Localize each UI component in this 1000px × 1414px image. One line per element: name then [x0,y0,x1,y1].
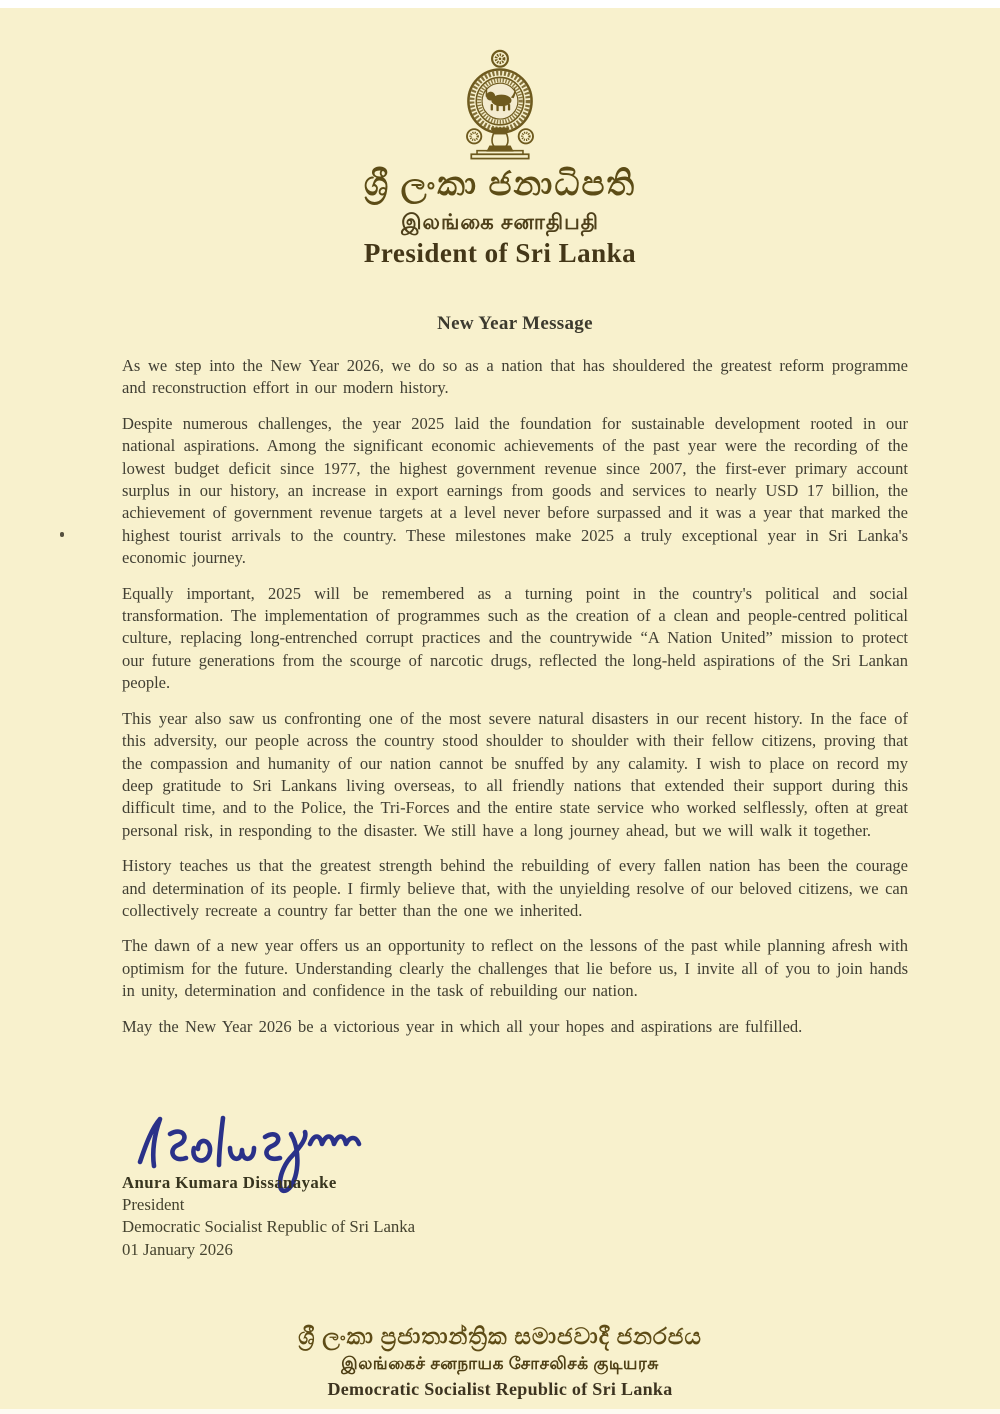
footer-line-tamil: இலங்கைச் சனநாயக சோசலிசக் குடியரசு [341,1354,659,1373]
signatory-name: Anura Kumara Dissanayake [122,1173,337,1192]
signature-block [122,1172,642,1261]
paragraph-5: History teaches us that the greatest strength behind the rebuilding of every fallen nation has been the courage and determination of its people. I firmly believe that, with the unyielding resolve of our beloved citizens, we can collectively recreate a country far better than the one we inherited. [122,856,908,920]
letterhead-title-english: President of Sri Lanka [363,238,637,268]
letter-body [122,355,908,1051]
footer [0,1324,1000,1400]
sri-lanka-emblem-icon [446,48,554,160]
signatory-organisation: Democratic Socialist Republic of Sri Lanka [122,1217,416,1237]
message-heading: New Year Message [437,313,593,334]
paragraph-6: The dawn of a new year offers us an opportunity to reflect on the lessons of the past while planning afresh with optimism for the future. Understanding clearly the challenges that lie before us, I invite all of you to join hands in unity, determination and confidence in the task of rebuilding our nation. [122,936,908,1001]
paragraph-1: As we step into the New Year 2026, we do so as a nation that has shouldered the greatest reform programme and reconstruction effort in our modern history. [122,356,908,398]
scan-speck [60,532,64,537]
signatory-title: President [122,1195,185,1215]
scan-edge-top [0,0,1000,8]
paragraph-4: This year also saw us confronting one of the most severe natural disasters in our recent history. In the face of this adversity, our people across the country stood shoulder to shoulder with their fellow citizens, proving that the compassion and humanity of our nation cannot be snuffed by any calamity. I wish to place on record my deep gratitude to Sri Lankans living overseas, to all friendly nations that extended their support during this difficult time, and to the Police, the Tri-Forces and the entire state service who worked selflessly, often at great personal risk, in responding to the disaster. We still have a long journey ahead, but we will walk it together. [122,708,908,840]
scan-edge-bottom [0,1409,1000,1414]
paragraph-7: May the New Year 2026 be a victorious year in which all your hopes and aspirations are fulfilled. [122,1016,803,1036]
footer-line-sinhala: ශ්‍රී ලංකා ප්‍රජාතාන්ත්‍රික සමාජවාදී ජනරජය [298,1324,702,1349]
paragraph-2: Despite numerous challenges, the year 2025 laid the foundation for sustainable development rooted in our national aspirations. Among the significant economic achievements of the past year were the recording of the lowest budget deficit since 1977, the highest government revenue since 2007, the first-ever primary account surplus in our history, an increase in export earnings from goods and services to nearly USD 17 billion, the achievement of government revenue targets at a level never before surpassed and it was a year that marked the highest tourist arrivals to the country. These milestones make 2025 a truly exceptional year in Sri Lanka's economic journey. [122,413,908,568]
paragraph-3: Equally important, 2025 will be remembered as a turning point in the country's political and social transformation. The implementation of programmes such as the creation of a clean and people-centred political culture, replacing long-entrenched corrupt practices and the countrywide “A Nation United” mission to protect our future generations from the scourge of narcotic drugs, reflected the long-held aspirations of the Sri Lankan people. [122,583,908,693]
letterhead-title-tamil: இலங்கை சனாதிபதி [401,210,599,234]
letter-date: 01 January 2026 [122,1239,233,1259]
letterhead-title-sinhala: ශ්‍රී ලංකා ජනාධිපති [363,166,637,203]
footer-line-english: Democratic Socialist Republic of Sri Lanka [327,1379,673,1399]
